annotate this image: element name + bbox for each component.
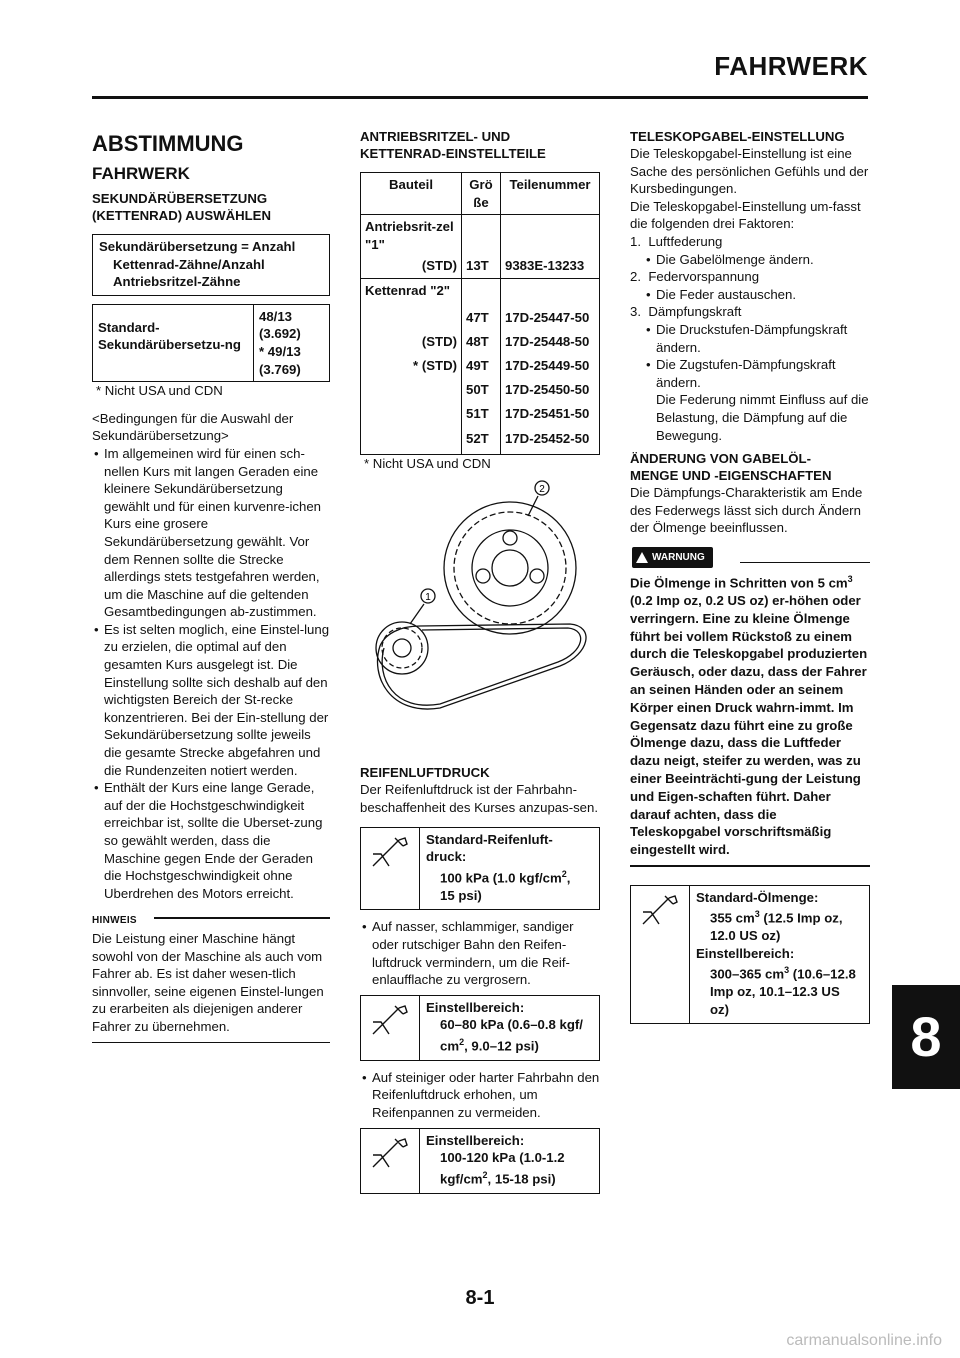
warning-label: WARNUNG [652,551,705,563]
row-size: 48T [466,333,489,349]
spec-value-cont: $cm^2$, 9.0–12 psi) [440,1036,539,1054]
oil-heading-line2: MENGE UND -EIGENSCHAFTEN [630,468,832,484]
standard-ratio-label: Standard-Sekundärübersetzu-ng [93,304,254,381]
fork-note: Die Federung nimmt Einfluss auf die Belastung, die Dämpfung auf die Bewegung. [656,392,869,443]
wrench-icon [361,828,420,910]
ratio-value-1: 48/13 [259,308,293,324]
numbered-item: 2. Federvorspannung [630,269,760,285]
col-header-number: Teilenummer [501,173,600,215]
fork-paragraph-2: Die Teleskopgabel-Einstellung um-fasst die folgenden drei Faktoren: [630,198,861,232]
fork-paragraph-1: Die Teleskopgabel-Einstellung ist eine Sache des persönlichen Gefühls und der Kursbedingungen. [630,146,869,197]
kettenrad-label: Kettenrad "2" [365,282,451,298]
formula-box [92,234,330,296]
hinweis-header [92,910,330,930]
cell-size: 13T [462,215,501,279]
fork-heading: TELESKOPGABEL-EINSTELLUNG [630,129,845,144]
topic-heading-line1: SEKUNDÄRÜBERSETZUNG [92,191,268,206]
spec-value-cont: 15 psi) [440,887,482,903]
ratio-value-3: * 49/13 [259,343,301,359]
callout-2: 2 [539,484,545,496]
spec-value-cont: 12.0 US oz) [710,928,781,944]
cell-number [501,278,600,454]
callout-1: 1 [425,592,431,604]
standard-ratio-table [92,304,330,382]
warning-end-rule [630,865,870,867]
list-item: • Enthält der Kurs eine lange Gerade, auf der die Hochstgeschwindigkeit erreichbar ist, sollte die Uberset-zung so gewählt werden, dass die Maschine gegen Ende der Geraden die Hochstgeschwindigkeit ohne Uberdrehen des Motors erreicht. [92,779,330,902]
ratio-value-4: (3.769) [259,361,301,377]
oil-heading-line1: ÄNDERUNG VON GABELÖL- [630,451,811,467]
spec-box-range-wet [360,995,600,1061]
ritzel-std: (STD) [421,258,457,274]
ratio-value-2: (3.692) [259,326,301,342]
kettenrad-tags [365,306,457,451]
header-rule [92,96,868,99]
cell-part [361,278,462,454]
topic-heading-line2: KETTENRAD-EINSTELLTEILE [360,146,546,161]
topic-heading-line1: ANTRIEBSRITZEL- UND [360,129,511,144]
parts-table [360,172,600,455]
formula-line3: Antriebsritzel-Zähne [113,274,241,290]
page-number: 8-1 [465,1287,495,1309]
spec-value: 100-120 kPa (1.0-1.2 [440,1150,565,1166]
sub-list [630,286,870,304]
wrench-icon [361,1129,420,1193]
row-tag [365,427,457,451]
spec-value: 100 kPa (1.0 kgf/$cm^2$, [440,868,571,886]
list-item: • Es ist selten moglich, eine Einstel-lung zu erzielen, die optimal auf den gesamten Kurs ausgelegt ist. Die Einstellung sollte sich deshalb auf den wichtigsten Bereich der St-recke konzentrieren. Bei der Ein-stellung der Sekundärübersetzung sollte jeweils die gesamte Strecke abgefahren und die Rundenzeiten notiert werden. [92,621,330,779]
list-item: • Die Gabelölmenge ändern. [644,251,870,269]
row-size: 50T [466,382,489,398]
numbered-item: 3. Dämpfungskraft [630,304,742,320]
hinweis-label: HINWEIS [92,915,137,927]
sprocket-chain-illustration [360,476,600,746]
tire-pressure-heading: REIFENLUFTDRUCK [360,765,490,781]
column-right [630,128,870,1024]
list-item: • Im allgemeinen wird für einen sch-nellen Kurs mit langen Geraden eine kleinere Sekundärübersetzung gewählt und für einen kurvenre-ichen Kurs eine grosere Sekundärübersetzung gewählt. Vor dem Rennen sollte die Strecke allerdings stets testgefahren werden, um die Maschine auf die geltenden Gesamtbedingungen ab-zustimmen. [92,445,330,621]
watermark: carmanualsonline.info [786,1332,942,1349]
page-header-title: FAHRWERK [714,51,868,81]
row-tag: (STD) [421,333,457,349]
subsection-title: FAHRWERK [92,164,190,183]
oil-paragraph: Die Dämpfungs-Charakteristik am Ende des Federwegs lässt sich durch Ändern der Ölmenge beeinflussen. [630,485,863,536]
row-tag: * (STD) [413,357,457,373]
footnote: * Nicht USA und CDN [364,455,491,471]
spec-value-cont: Imp oz, 10.1–12.3 US [710,984,840,1000]
spec-label: Einstellbereich: [426,1132,525,1148]
standard-ratio-values [254,304,330,381]
hinweis-rule [154,917,330,919]
row-number: 17D-25450-50 [505,382,590,398]
spec-label: Einstellbereich: [426,999,525,1015]
formula-line1: Sekundärübersetzung = Anzahl [99,239,296,254]
list-item: • Auf nasser, schlammiger, sandiger oder rutschiger Bahn den Reifen-luftdruck vermindern, um die Reif-enlaufflache zu vergrosern. [360,918,600,988]
formula-line2: Kettenrad-Zähne/Anzahl [113,256,265,272]
column-middle [360,128,600,1194]
list-item: • Auf steiniger oder harter Fahrbahn den Reifenluftdruck erhohen, um Reifenpannen zu vermeiden. [360,1069,600,1122]
list-item: • Die Zugstufen-Dämpfungskraft ändern. [644,356,870,391]
cell-part [361,215,462,279]
ritzel-label: Antriebsrit-zel "1" [365,219,454,252]
warning-rule [740,562,870,564]
row-number: 17D-25448-50 [505,333,590,349]
col-header-part: Bauteil [361,173,462,215]
row-size: 51T [466,406,489,422]
list-item: • Die Feder austauschen. [644,286,870,304]
row-number: 17D-25451-50 [505,406,590,422]
col-header-size: Grö ße [462,173,501,215]
row-tag [365,402,457,426]
chapter-tab: 8 [892,985,960,1089]
warning-badge [632,547,713,569]
row-number: 17D-25452-50 [505,430,590,446]
sub-list [630,251,870,269]
conditions-intro: <Bedingungen für die Auswahl der Sekundärübersetzung> [92,410,294,444]
footnote: * Nicht USA und CDN [96,383,223,399]
tire-pressure-text: Der Reifenluftdruck ist der Fahrbahn-beschaffenheit des Kurses anzupas-sen. [360,782,599,815]
hinweis-text: Die Leistung einer Maschine hängt sowohl von der Maschine als auch vom Fahrer ab. Es ist daher wesen-tlich sinnvoller, seine eigenen Einstel-lungen zu erarbeiten als diejenigen anderer Fahrer zu übernehmen. [92,930,324,1034]
row-number: 17D-25449-50 [505,357,590,373]
spec-box-standard-pressure [360,827,600,911]
spec-value: 300–365 $cm^3$ (10.6–12.8 [710,965,856,982]
topic-heading-line2: (KETTENRAD) AUSWÄHLEN [92,208,271,223]
row-tag [365,378,457,402]
cell-number: 9383E-13233 [501,215,600,279]
wrench-icon [361,996,420,1060]
numbered-item: 1. Luftfederung [630,233,723,249]
spec-label: Standard-Reifenluft-druck: [426,831,553,865]
warning-header [630,547,870,565]
row-size: 52T [466,430,489,446]
list-item: • Die Druckstufen-Dämpfungskraft ändern. [644,321,870,356]
spec-box-range-hard [360,1128,600,1194]
warning-icon [636,552,648,563]
warning-text: Die Ölmenge in Schritten von 5 $cm^3$ (0.2 Imp oz, 0.2 US oz) er-höhen oder verringern. Eine zu kleine Ölmenge führt bei vollem Rückstoß zu einem durch die Teleskopgabel produzierten Geräusch, oder dazu, dass der Fahrer an seinen Händen oder an seinem Körper einen Druck wahrn-immt. Im Gegensatz dazu führt eine zu große Ölmenge dazu, dass die Luftfeder dazu neigt, steifer zu werden, was zu einer Beeinträchti-gung der Leistung und Eigen-schaften führt. Daher darauf achten, dass die Teleskopgabel vorschriftsmäßig eingestellt wird. [630,573,868,858]
spec-box-oil [630,885,870,1025]
row-size: 49T [466,357,489,373]
table-row [361,215,600,279]
row-tag [365,306,457,330]
conditions-list [92,445,330,902]
sub-list [630,321,870,391]
column-left [92,128,330,1043]
spec-value: 355 $cm^3$ (12.5 Imp oz, [710,909,843,926]
hinweis-end-rule [92,1042,330,1044]
spec-value-cont: oz) [710,1001,730,1017]
spec-label: Einstellbereich: [696,945,795,961]
spec-label: Standard-Ölmenge: [696,889,819,905]
row-size: 47T [466,309,489,325]
spec-value: 60–80 kPa (0.6–0.8 kgf/ [440,1017,583,1033]
row-number: 17D-25447-50 [505,309,590,325]
table-row [361,278,600,454]
tire-list-2 [360,1069,600,1122]
spec-value-cont: kgf/$cm^2$, 15-18 psi) [440,1169,556,1187]
cell-size [462,278,501,454]
tire-list-1 [360,918,600,988]
wrench-icon [631,886,690,1024]
section-title: ABSTIMMUNG [92,131,244,156]
